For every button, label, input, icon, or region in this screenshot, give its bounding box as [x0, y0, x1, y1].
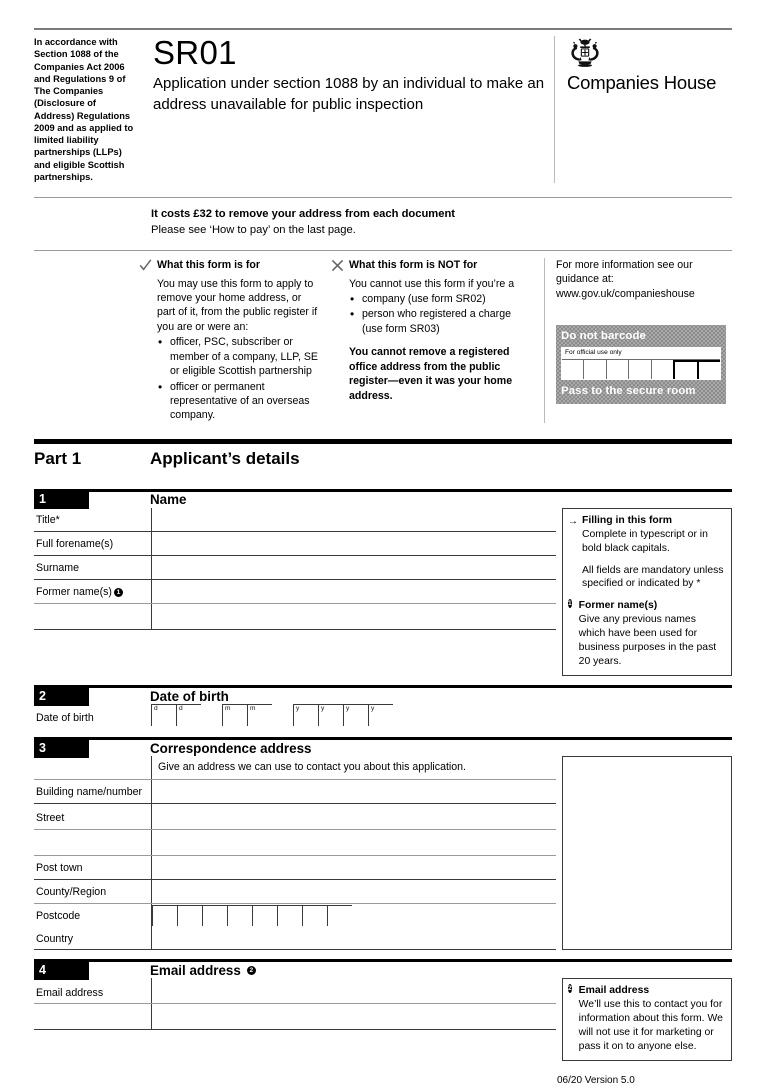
- field-row-dob: [34, 704, 556, 728]
- spacer: [582, 556, 725, 564]
- section-3-right-panel: [556, 756, 732, 950]
- part-1-heading: [34, 439, 732, 469]
- email-input-2[interactable]: [151, 1004, 556, 1029]
- form-header: [34, 28, 732, 183]
- guidance-item-former-names: [568, 599, 725, 669]
- field-row-post-town: [34, 856, 556, 880]
- field-label-building: Building name/number: [36, 786, 142, 799]
- barcode-cell: [651, 360, 673, 379]
- list-item: • officer, PSC, subscriber or member of a company, LLP, SE or eligible Scottish partnership: [157, 335, 321, 378]
- official-use-label: For official use only: [562, 348, 720, 360]
- field-label-blank: [34, 767, 151, 779]
- field-row-email: [34, 978, 556, 1004]
- guidance-mandatory-fields: All fields are mandatory unless specified or indicated by *: [582, 564, 724, 590]
- field-row-county: [34, 880, 556, 904]
- building-input[interactable]: [151, 780, 556, 803]
- email-guidance-panel: [562, 978, 732, 1061]
- what-form-is-not-for-title: What this form is NOT for: [349, 258, 478, 271]
- dob-year-cell[interactable]: y: [293, 705, 318, 726]
- what-form-is-for-title: What this form is for: [157, 258, 260, 271]
- dob-month-cell[interactable]: m: [247, 705, 272, 726]
- guidance-head-filling-in: Filling in this form: [582, 514, 673, 526]
- section-4-body: [34, 978, 732, 1061]
- section-1-body: [34, 508, 732, 676]
- what-form-is-not-for-bullets: [331, 292, 534, 336]
- section-1-title: Name: [150, 492, 187, 508]
- dob-year-cell[interactable]: y: [318, 705, 343, 726]
- do-not-barcode-box: [556, 325, 726, 404]
- companies-house-brand: [554, 36, 732, 183]
- surname-input[interactable]: [151, 556, 556, 579]
- cost-notice: [34, 197, 732, 238]
- postcode-cell[interactable]: [302, 905, 327, 926]
- guidance-url[interactable]: www.gov.uk/companieshouse: [556, 287, 695, 300]
- what-form-is-for-column: [139, 258, 331, 423]
- postcode-cell[interactable]: [202, 905, 227, 926]
- royal-crest-icon: [568, 38, 732, 73]
- guidance-line-2: guidance at:: [556, 273, 614, 286]
- dob-year-cell[interactable]: y: [343, 705, 368, 726]
- field-label-blank: [34, 843, 151, 855]
- barcode-cell: [628, 360, 650, 379]
- info-left-spacer: [34, 258, 139, 423]
- legal-accordance-note: In accordance with Section 1088 of the Companies Act 2006 and Regulations 9 of The Companies (Disclosure of Address) Regulations 2009 and as applied to limited liability partnerships (LLPs) and eligible Scottish partnerships.: [34, 37, 134, 182]
- section-4-number: 4: [34, 961, 89, 980]
- field-label-post-town: Post town: [36, 862, 83, 875]
- field-label-county: County/Region: [36, 886, 107, 899]
- official-use-cells: [562, 360, 720, 379]
- dob-year-group: [293, 704, 393, 726]
- section-1-guidance: [556, 508, 732, 676]
- brand-name: Companies House: [567, 72, 717, 93]
- post-town-input[interactable]: [151, 856, 556, 879]
- footnote-marker-2: 2: [568, 985, 572, 993]
- section-2-fields: [34, 704, 556, 728]
- field-row-surname: [34, 556, 556, 580]
- barcode-cell: [606, 360, 628, 379]
- field-row-street: [34, 804, 556, 830]
- field-row-title: [34, 508, 556, 532]
- section-2-right-spacer: [556, 704, 732, 728]
- guidance-sub-former-names: Give any previous names which have been used for business purposes in the past 20 years.: [578, 614, 717, 668]
- section-4-title-text: Email address: [150, 962, 241, 978]
- what-form-is-not-for-column: [331, 258, 544, 423]
- what-form-is-not-for-body: You cannot use this form if you’re a: [349, 277, 515, 290]
- field-label-surname: Surname: [36, 562, 79, 575]
- title-input[interactable]: [151, 508, 556, 531]
- field-label-blank: [34, 1017, 151, 1029]
- address-instruction-row: [34, 756, 556, 780]
- postcode-input-area: [151, 904, 556, 926]
- street-input-2[interactable]: [151, 830, 556, 855]
- guidance-sub-email: We’ll use this to contact you for information about this form. We will not use it for marketing or pass it on to anyone else.: [578, 999, 723, 1053]
- part-1-label: Part 1: [34, 448, 82, 468]
- email-input-1[interactable]: [151, 978, 556, 1003]
- arrow-right-icon: →: [568, 515, 578, 527]
- former-names-input-2[interactable]: [151, 604, 556, 629]
- field-row-forenames: [34, 532, 556, 556]
- section-4-guidance: [556, 978, 732, 1061]
- field-label-forenames: Full forename(s): [36, 538, 114, 551]
- former-names-input-1[interactable]: [151, 580, 556, 603]
- section-3-body: [34, 756, 732, 950]
- field-row-former-names: [34, 580, 556, 604]
- list-item: • officer or permanent representative of an overseas company.: [157, 380, 321, 423]
- field-row-former-names-2: [34, 604, 556, 630]
- section-2-header: [34, 685, 732, 704]
- address-instruction-text: Give an address we can use to contact you about this application.: [151, 756, 556, 779]
- section-2-body: [34, 704, 732, 728]
- dob-boxes: [151, 704, 414, 728]
- info-columns: [34, 250, 732, 423]
- field-row-postcode: [34, 904, 556, 927]
- footnote-marker-1: 1: [114, 588, 123, 597]
- barcode-cell: [562, 360, 583, 379]
- section-3-title: Correspondence address: [150, 740, 312, 756]
- cost-notice-subtitle: Please see ‘How to pay’ on the last page.: [151, 224, 356, 237]
- field-label-country: Country: [36, 932, 74, 945]
- postcode-cell[interactable]: [277, 905, 302, 926]
- form-subtitle: Application under section 1088 by an individual to make an address unavailable for public inspection: [153, 74, 545, 113]
- section-2-number: 2: [34, 687, 89, 706]
- field-row-street-2: [34, 830, 556, 856]
- filling-in-form-panel: [562, 508, 732, 676]
- field-row-building: [34, 780, 556, 804]
- section-4-fields: [34, 978, 556, 1061]
- postcode-cell[interactable]: [227, 905, 252, 926]
- field-label-street: Street: [36, 812, 65, 825]
- field-label-email: Email address: [36, 986, 104, 999]
- registered-office-warning: You cannot remove a registered office address from the public register—even it was your home address.: [349, 346, 513, 402]
- list-item: • person who registered a charge (use form SR03): [349, 307, 534, 336]
- section-1-header: [34, 489, 732, 508]
- postcode-boxes: [152, 904, 556, 926]
- street-input-1[interactable]: [151, 804, 556, 829]
- dob-month-group: [222, 704, 272, 726]
- guidance-column: [544, 258, 724, 423]
- guidance-item-email: [568, 984, 725, 1054]
- check-icon: [139, 258, 152, 277]
- barcode-cell: [697, 360, 720, 379]
- field-label-former-names: [34, 580, 151, 603]
- guidance-head-former-names: Former name(s): [578, 600, 658, 612]
- footnote-marker-1: 1: [568, 600, 572, 608]
- do-not-barcode-label: Do not barcode: [561, 330, 646, 343]
- dob-day-cell[interactable]: d: [151, 705, 176, 726]
- dob-month-cell[interactable]: m: [222, 705, 247, 726]
- guidance-sub-filling-in: Complete in typescript or in bold black capitals.: [582, 528, 708, 554]
- guidance-item-filling-in: [568, 514, 725, 592]
- field-label-dob: Date of birth: [36, 711, 94, 724]
- section-1-number: 1: [34, 490, 89, 509]
- cost-notice-title: It costs £32 to remove your address from each document: [151, 208, 456, 221]
- postcode-cell[interactable]: [252, 905, 277, 926]
- what-form-is-for-bullets: [139, 335, 321, 422]
- former-names-text: Former name(s): [36, 586, 112, 599]
- barcode-cell: [583, 360, 605, 379]
- dob-day-group: [151, 704, 201, 726]
- section-4-title: [89, 963, 256, 978]
- section-1-fields: [34, 508, 556, 676]
- footnote-marker-2: 2: [247, 966, 256, 975]
- section-3-fields: [34, 756, 556, 950]
- dob-year-cell[interactable]: y: [368, 705, 393, 726]
- section-4-header: [34, 959, 732, 978]
- postcode-cell[interactable]: [327, 905, 352, 926]
- section-3-empty-box: [562, 756, 732, 950]
- part-1-title: Applicant’s details: [150, 448, 300, 468]
- pass-to-secure-room-label: Pass to the secure room: [561, 384, 696, 397]
- form-title-block: [144, 36, 554, 183]
- postcode-cell[interactable]: [152, 905, 177, 926]
- what-form-is-for-body: You may use this form to apply to remove your home address, or part of it, from the public register if you are or were an:: [157, 277, 318, 333]
- dob-day-cell[interactable]: d: [176, 705, 201, 726]
- form-code: SR01: [153, 34, 237, 71]
- section-2-title: Date of birth: [150, 688, 229, 704]
- field-label-blank: [34, 617, 151, 629]
- field-row-country: [34, 926, 556, 950]
- footer-version: 06/20 Version 5.0: [557, 1075, 635, 1086]
- postcode-cell[interactable]: [177, 905, 202, 926]
- field-label-postcode: Postcode: [36, 909, 81, 922]
- guidance-head-email: Email address: [578, 985, 650, 997]
- section-3-number: 3: [34, 739, 89, 758]
- section-3-header: [34, 737, 732, 756]
- forenames-input[interactable]: [151, 532, 556, 555]
- cross-icon: [331, 258, 344, 277]
- field-label-title: Title*: [36, 514, 60, 527]
- field-row-email-2: [34, 1004, 556, 1030]
- county-input[interactable]: [151, 880, 556, 903]
- country-input[interactable]: [151, 926, 556, 949]
- barcode-cell: [673, 360, 696, 379]
- list-item: • company (use form SR02): [349, 292, 534, 306]
- guidance-line-1: For more information see our: [556, 258, 693, 271]
- official-use-area: [561, 347, 721, 380]
